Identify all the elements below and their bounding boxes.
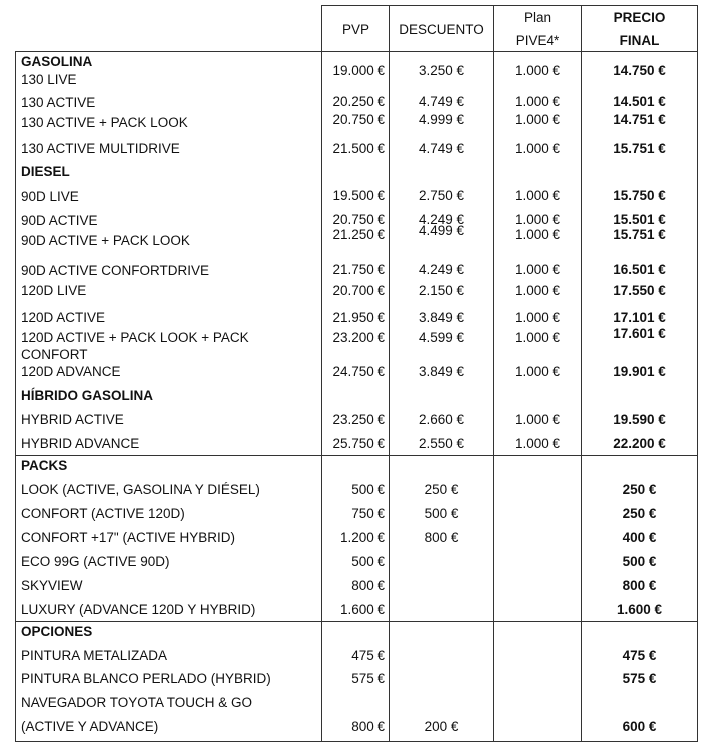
section-gasolina: GASOLINA <box>21 54 93 69</box>
cell-final: 15.751 € <box>613 227 666 242</box>
row-model: SKYVIEW <box>21 578 83 593</box>
cell-plan: 1.000 € <box>514 310 561 325</box>
row-model: 120D LIVE <box>21 283 87 298</box>
cell-final: 800 € <box>622 578 657 593</box>
cell-final: 14.751 € <box>613 112 666 127</box>
cell-plan: 1.000 € <box>514 436 561 451</box>
cell-pvp: 19.000 € <box>332 63 385 78</box>
cell-descuento: 4.249 € <box>418 262 465 277</box>
row-model: PINTURA METALIZADA <box>21 648 168 663</box>
cell-final: 400 € <box>622 530 657 545</box>
cell-plan: 1.000 € <box>514 63 561 78</box>
section-diesel: DIESEL <box>21 164 70 179</box>
cell-descuento: 2.750 € <box>418 188 465 203</box>
cell-pvp: 1.600 € <box>339 602 385 617</box>
row-model: 90D ACTIVE + PACK LOOK <box>21 233 190 248</box>
cell-final: 14.501 € <box>613 94 666 109</box>
row-model: 120D ACTIVE <box>21 310 106 325</box>
cell-pvp: 800 € <box>351 578 385 593</box>
cell-plan: 1.000 € <box>514 94 561 109</box>
cell-descuento: 500 € <box>424 506 459 521</box>
header-plan-sub: PIVE4* <box>515 33 560 48</box>
row-model: LUXURY (ADVANCE 120D Y HYBRID) <box>21 602 256 617</box>
cell-final: 15.751 € <box>613 141 666 156</box>
cell-descuento: 200 € <box>424 719 459 734</box>
cell-descuento: 4.599 € <box>418 330 465 345</box>
packs-rule <box>15 455 698 456</box>
row-model-cont: (ACTIVE Y ADVANCE) <box>21 719 159 734</box>
cell-descuento: 4.749 € <box>418 94 465 109</box>
row-model: 90D ACTIVE CONFORTDRIVE <box>21 263 210 278</box>
cell-final: 16.501 € <box>613 262 666 277</box>
row-model: ECO 99G (ACTIVE 90D) <box>21 554 170 569</box>
cell-plan: 1.000 € <box>514 283 561 298</box>
cell-pvp: 20.250 € <box>332 94 385 109</box>
table-border-bottom <box>15 741 698 742</box>
row-model-cont: CONFORT <box>21 347 88 362</box>
row-model: 130 ACTIVE + PACK LOOK <box>21 115 188 130</box>
cell-pvp: 750 € <box>351 506 385 521</box>
cell-descuento: 2.550 € <box>418 436 465 451</box>
cell-final: 500 € <box>622 554 657 569</box>
cell-pvp: 20.750 € <box>332 112 385 127</box>
cell-final: 19.590 € <box>613 412 666 427</box>
row-model: 120D ADVANCE <box>21 364 121 379</box>
cell-descuento: 2.660 € <box>418 412 465 427</box>
header-pvp: PVP <box>341 22 369 37</box>
row-model: HYBRID ADVANCE <box>21 436 140 451</box>
table-border-top <box>321 5 698 6</box>
cell-final: 250 € <box>622 482 657 497</box>
cell-descuento: 3.250 € <box>418 63 465 78</box>
cell-pvp: 25.750 € <box>332 436 385 451</box>
cell-final: 17.601 € <box>613 326 666 341</box>
row-model: PINTURA BLANCO PERLADO (HYBRID) <box>21 671 271 686</box>
row-model: LOOK (ACTIVE, GASOLINA Y DIÉSEL) <box>21 482 260 497</box>
cell-plan: 1.000 € <box>514 330 561 345</box>
cell-descuento: 4.999 € <box>418 112 465 127</box>
cell-descuento: 4.249 € <box>418 212 465 227</box>
cell-pvp: 500 € <box>351 554 385 569</box>
table-border-right <box>697 5 698 742</box>
cell-final: 22.200 € <box>613 436 666 451</box>
header-rule <box>15 51 698 52</box>
cell-descuento: 3.849 € <box>418 364 465 379</box>
cell-pvp: 800 € <box>351 719 385 734</box>
header-descuento: DESCUENTO <box>399 22 484 37</box>
row-model: 90D ACTIVE <box>21 213 98 228</box>
row-model: 120D ACTIVE + PACK LOOK + PACK <box>21 330 249 345</box>
cell-descuento: 250 € <box>424 482 459 497</box>
cell-pvp: 20.700 € <box>332 283 385 298</box>
cell-plan: 1.000 € <box>514 227 561 242</box>
row-model: CONFORT (ACTIVE 120D) <box>21 506 185 521</box>
cell-pvp: 1.200 € <box>339 530 385 545</box>
cell-final: 600 € <box>622 719 657 734</box>
cell-pvp: 21.500 € <box>332 141 385 156</box>
cell-plan: 1.000 € <box>514 262 561 277</box>
cell-final: 15.750 € <box>613 188 666 203</box>
cell-descuento: 2.150 € <box>418 283 465 298</box>
cell-pvp: 23.200 € <box>332 330 385 345</box>
cell-plan: 1.000 € <box>514 364 561 379</box>
cell-pvp: 500 € <box>351 482 385 497</box>
section-packs: PACKS <box>21 458 68 473</box>
cell-pvp: 20.750 € <box>332 212 385 227</box>
cell-descuento: 3.849 € <box>418 310 465 325</box>
cell-plan: 1.000 € <box>514 141 561 156</box>
section-hibrido: HÍBRIDO GASOLINA <box>21 388 154 403</box>
cell-plan: 1.000 € <box>514 212 561 227</box>
cell-pvp: 23.250 € <box>332 412 385 427</box>
row-model: HYBRID ACTIVE <box>21 412 124 427</box>
cell-descuento: 4.499 € <box>418 223 465 238</box>
cell-final: 15.501 € <box>613 212 666 227</box>
cell-final: 1.600 € <box>616 602 663 617</box>
cell-descuento: 4.749 € <box>418 141 465 156</box>
row-model: CONFORT +17" (ACTIVE HYBRID) <box>21 530 235 545</box>
cell-final: 575 € <box>622 671 657 686</box>
cell-pvp: 575 € <box>351 671 385 686</box>
cell-final: 19.901 € <box>613 364 666 379</box>
cell-pvp: 21.750 € <box>332 262 385 277</box>
cell-final: 17.101 € <box>613 310 666 325</box>
row-model: 90D LIVE <box>21 189 79 204</box>
cell-final: 14.750 € <box>613 63 666 78</box>
row-model: 130 LIVE <box>21 72 77 87</box>
cell-plan: 1.000 € <box>514 188 561 203</box>
header-precio: PRECIO <box>613 10 666 25</box>
cell-pvp: 19.500 € <box>332 188 385 203</box>
cell-final: 475 € <box>622 648 657 663</box>
header-plan: Plan <box>523 10 552 25</box>
cell-pvp: 21.250 € <box>332 227 385 242</box>
cell-plan: 1.000 € <box>514 412 561 427</box>
cell-plan: 1.000 € <box>514 112 561 127</box>
cell-descuento: 800 € <box>424 530 459 545</box>
cell-pvp: 21.950 € <box>332 310 385 325</box>
cell-final: 17.550 € <box>613 283 666 298</box>
price-table <box>15 5 698 742</box>
cell-final: 250 € <box>622 506 657 521</box>
row-model: NAVEGADOR TOYOTA TOUCH & GO <box>21 695 253 710</box>
cell-pvp: 24.750 € <box>332 364 385 379</box>
header-final: FINAL <box>619 33 660 48</box>
table-border-left <box>15 51 16 742</box>
row-model: 130 ACTIVE MULTIDRIVE <box>21 141 180 156</box>
row-model: 130 ACTIVE <box>21 95 96 110</box>
opciones-rule <box>15 621 698 622</box>
cell-pvp: 475 € <box>351 648 385 663</box>
section-opciones: OPCIONES <box>21 624 93 639</box>
